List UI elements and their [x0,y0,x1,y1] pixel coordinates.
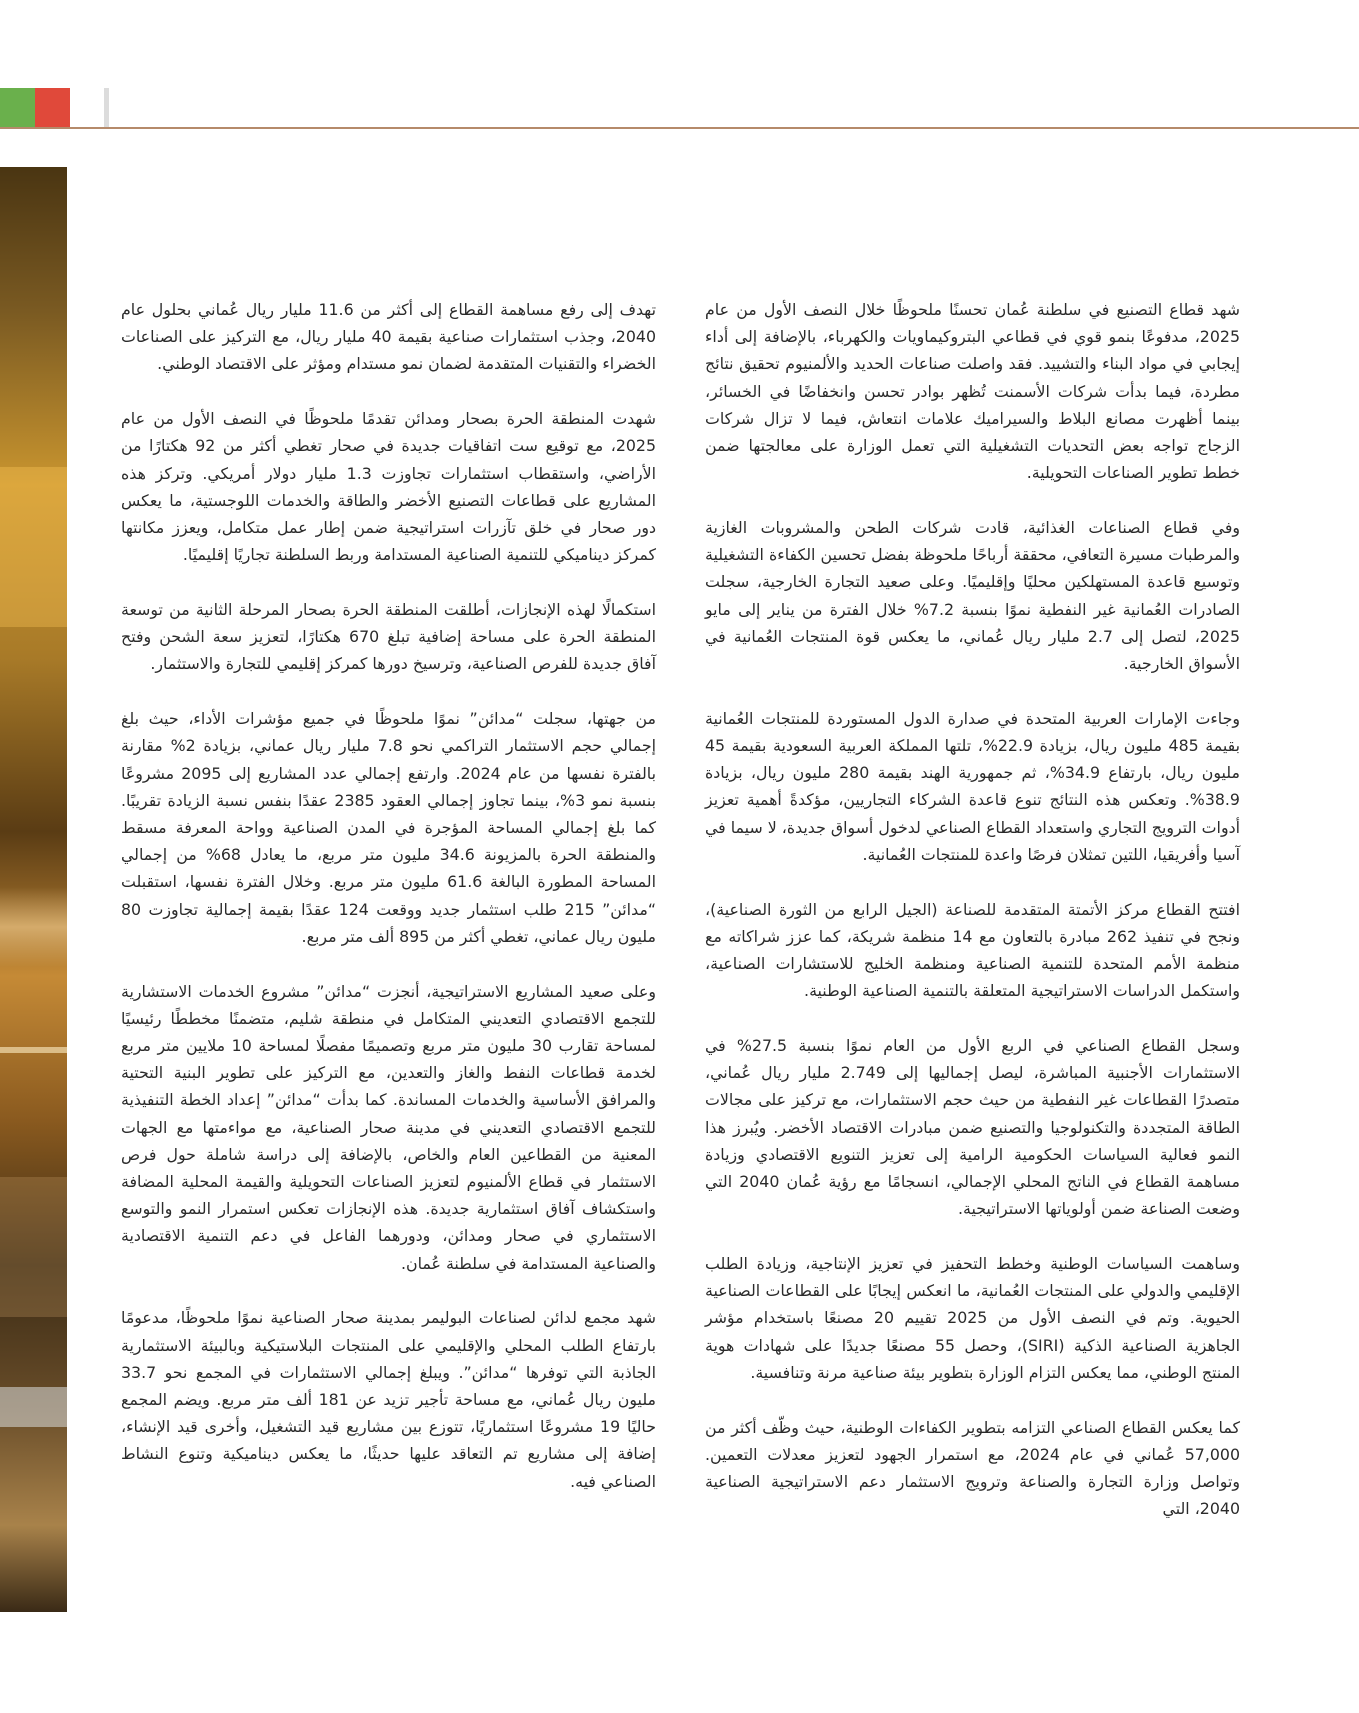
paragraph: وفي قطاع الصناعات الغذائية، قادت شركات الطحن والمشروبات الغازية والمرطبات مسيرة التعافي، محققة أرباحًا ملحوظة بفضل تحسين الكفاءة التشغيلية وتوسيع قاعدة المستهلكين محليًا وإقليميًا. وعلى صعيد التجارة الخارجية، سجلت الصادرات العُمانية غير النفطية نموًا بنسبة 7.2% خلال الفترة من يناير إلى مايو 2025، لتصل إلى 2.7 مليار ريال عُماني، ما يعكس قوة المنتجات العُمانية في الأسواق الخارجية. [705,518,1240,674]
paragraph: وجاءت الإمارات العربية المتحدة في صدارة الدول المستوردة للمنتجات العُمانية بقيمة 485 مليون ريال، بزيادة 22.9%، تلتها المملكة العربية السعودية بقيمة 45 مليون ريال، بارتفاع 34.9%، ثم جمهورية الهند بقيمة 280 مليون ريال، بزيادة 38.9%. وتعكس هذه النتائج تنوع قاعدة الشركاء التجاريين، مؤكدةً أهمية تعزيز أدوات الترويج التجاري واستعداد القطاع الصناعي لدخول أسواق جديدة، لا سيما في آسيا وأفريقيا، اللتين تمثلان فرصًا واعدة للمنتجات العُمانية. [705,708,1240,864]
paragraph: كما يعكس القطاع الصناعي التزامه بتطوير الكفاءات الوطنية، حيث وظّف أكثر من 57,000 عُماني في عام 2024، مع استمرار الجهود لتعزيز معدلات التعمين. وتواصل وزارة التجارة والصناعة وترويج الاستثمار دعم الاستراتيجية الصناعية 2040، التي [705,1417,1240,1519]
paragraph: شهد مجمع لدائن لصناعات البوليمر بمدينة صحار الصناعية نموًا ملحوظًا، مدعومًا بارتفاع الطلب المحلي والإقليمي على المنتجات البلاستيكية وبالبيئة الاستثمارية الجاذبة التي توفرها “مدائن”. ويبلغ إجمالي الاستثمارات في المجمع نحو 33.7 مليون ريال عُماني، مع مساحة تأجير تزيد عن 181 ألف متر مربع. ويضم المجمع حاليًا 19 مشروعًا استثماريًا، تتوزع بين مشاريع قيد التشغيل، وأخرى قيد الإنشاء، إضافة إلى مشاريع تم التعاقد عليها حديثًا، ما يعكس ديناميكية وتنوع النشاط الصناعي فيه. [121,1308,657,1491]
paragraph: شهدت المنطقة الحرة بصحار ومدائن تقدمًا ملحوظًا في النصف الأول من عام 2025، مع توقيع ست اتفاقيات جديدة في صحار تغطي أكثر من 92 هكتارًا من الأراضي، واستقطاب استثمارات تجاوزت 1.3 مليار دولار أمريكي. وتركز هذه المشاريع على قطاعات التصنيع الأخضر والطاقة والخدمات اللوجستية، ما يعكس دور صحار في خلق تآزرات استراتيجية ضمن إطار عمل متكامل، ويعزز مكانتها كمركز ديناميكي للتنمية الصناعية المستدامة وربط السلطنة تجاريًا إقليميًا. [121,409,657,565]
header-accent-red [35,88,70,128]
article-column-left [121,296,656,1522]
paragraph: شهد قطاع التصنيع في سلطنة عُمان تحسنًا ملحوظًا خلال النصف الأول من عام 2025، مدفوعًا بنمو قوي في قطاعي البتروكيماويات والكهرباء، بالإضافة إلى أداء إيجابي في مواد البناء والتشييد. فقد واصلت صناعات الحديد والألمنيوم تحقيق نتائج مطردة، فيما بدأت شركات الأسمنت تُظهر بوادر تحسن وانخفاضًا في الخسائر، بينما أظهرت مصانع البلاط والسيراميك علامات انتعاش، فيما لا تزال شركات الزجاج تواجه بعض التحديات التشغيلية التي تعمل الوزارة على معالجتها ضمن خطط تطوير الصناعات التحويلية. [705,300,1240,483]
paragraph: وعلى صعيد المشاريع الاستراتيجية، أنجزت “مدائن” مشروع الخدمات الاستشارية للتجمع الاقتصادي التعديني المتكامل في منطقة شليم، متضمنًا مخططًا رئيسيًا لمساحة تقارب 30 مليون متر مربع وتصميمًا مفصلًا لمساحة 10 ملايين متر مربع لخدمة قطاعات النفط والغاز والتعدين، مع التركيز على تطوير البنية التحتية والمرافق الأساسية والخدمات المساندة. كما بدأت “مدائن” إعداد الخطة التنفيذية للتجمع الاقتصادي التعديني في مدينة صحار الصناعية، مع مواءمتها مع الجهات المعنية من القطاعين العام والخاص، بالإضافة إلى دراسة شاملة حول فرص الاستثمار في قطاع الألمنيوم لتعزيز الصناعات التحويلية والقيمة المحلية المضافة واستكشاف آفاق استثمارية جديدة. هذه الإنجازات تعكس استمرار النمو والتوسع الاستثماري في صحار ومدائن، ودورهما الفاعل في دعم التنمية الاقتصادية والصناعية المستدامة في سلطنة عُمان. [121,981,656,1273]
factory-photo-strip [0,167,67,1612]
paragraph: استكمالًا لهذه الإنجازات، أطلقت المنطقة الحرة بصحار المرحلة الثانية من توسعة المنطقة الحرة على مساحة إضافية تبلغ 670 هكتارًا، لتعزيز سعة الشحن وفتح آفاق جديدة للفرص الصناعية، وترسيخ دورها كمركز إقليمي للتجارة والاستثمار. [121,600,656,674]
paragraph: وساهمت السياسات الوطنية وخطط التحفيز في تعزيز الإنتاجية، وزيادة الطلب الإقليمي والدولي على المنتجات العُمانية، ما انعكس إيجابًا على القطاعات الصناعية الحيوية. وتم في النصف الأول من 2025 تقييم 20 مصنعًا باستخدام مؤشر الجاهزية الصناعية الذكية (SIRI)، وحصل 55 مصنعًا جديدًا على شهادات هوية المنتج الوطني، مما يعكس التزام الوزارة بتطوير بيئة صناعية مرنة وتنافسية. [705,1254,1240,1382]
paragraph: وسجل القطاع الصناعي في الربع الأول من العام نموًا بنسبة 27.5% في الاستثمارات الأجنبية المباشرة، ليصل إجماليها إلى 2.749 مليار ريال عُماني، متصدرًا القطاعات غير النفطية من حيث حجم الاستثمارات، مع تركيز على مجالات الطاقة المتجددة والتكنولوجيا والتصنيع ضمن مبادرات الاقتصاد الأخضر. ويُبرز هذا النمو فعالية السياسات الحكومية الرامية إلى تعزيز التنويع الاقتصادي وزيادة مساهمة القطاع في الناتج المحلي الإجمالي، انسجامًا مع رؤية عُمان 2040 التي وضعت الصناعة ضمن أولوياتها الاستراتيجية. [705,1036,1241,1219]
paragraph: من جهتها، سجلت “مدائن” نموًا ملحوظًا في جميع مؤشرات الأداء، حيث بلغ إجمالي حجم الاستثمار التراكمي نحو 7.8 مليار ريال عماني، بزيادة 2% مقارنة بالفترة نفسها من عام 2024. وارتفع إجمالي عدد المشاريع إلى 2095 مشروعًا بنسبة نمو 3%، بينما تجاوز إجمالي العقود 2385 عقدًا بنفس نسبة الزيادة تقريبًا. كما بلغ إجمالي المساحة المؤجرة في المدن الصناعية وواحة المعرفة مسقط والمنطقة الحرة بالمزيونة 34.6 مليون متر مربع، ما يعادل 68% من إجمالي المساحة المطورة البالغة 61.6 مليون متر مربع. وخلال الفترة نفسها، استقبلت “مدائن” 215 طلب استثمار جديد ووقعت 124 عقدًا بقيمة إجمالية تجاوزت 80 مليون ريال عماني، تغطي أكثر من 895 ألف متر مربع. [121,709,656,946]
header-accent-grey [104,88,109,128]
header-rule [0,127,1359,129]
header-accent-green [0,88,35,128]
paragraph: تهدف إلى رفع مساهمة القطاع إلى أكثر من 11.6 مليار ريال عُماني بحلول عام 2040، وجذب استثمارات صناعية بقيمة 40 مليار ريال، مع التركيز على الصناعات الخضراء والتقنيات المتقدمة لضمان نمو مستدام ومؤثر على الاقتصاد الوطني. [121,300,656,374]
article-column-right [705,296,1240,1550]
paragraph: افتتح القطاع مركز الأتمتة المتقدمة للصناعة (الجيل الرابع من الثورة الصناعية)، ونجح في تنفيذ 262 مبادرة بالتعاون مع 14 منظمة شريكة، كما عزز شراكاته مع منظمة الأمم المتحدة للتنمية الصناعية ومنظمة الخليج للاستشارات الصناعية، واستكمل الدراسات الاستراتيجية المتعلقة بالتنمية الصناعية الوطنية. [705,899,1241,1001]
